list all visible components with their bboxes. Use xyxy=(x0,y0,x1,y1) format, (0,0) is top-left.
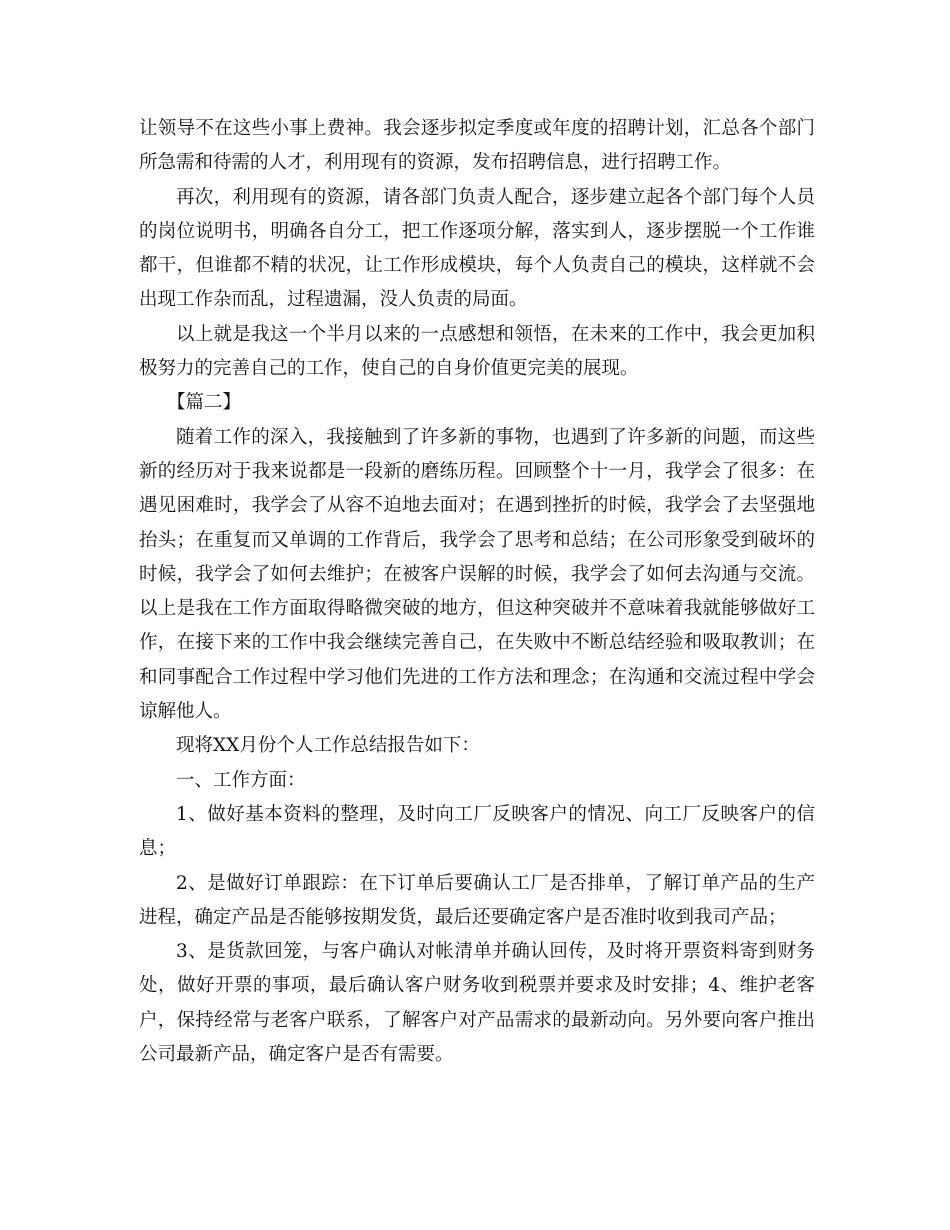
list-item-1: 1、做好基本资料的整理，及时向工厂反映客户的情况、向工厂反映客户的信息； xyxy=(139,803,815,860)
paragraph-reflection: 以上就是我这一个半月以来的一点感想和领悟，在未来的工作中，我会更加积极努力的完善自己的工作，使自己的自身价值更完美的展现。 xyxy=(139,323,815,380)
paragraph-report-intro: 现将XX月份个人工作总结报告如下： xyxy=(176,735,480,757)
document-body xyxy=(139,112,815,1072)
section-heading-part-two: 【篇二】 xyxy=(167,392,242,414)
paragraph-work-heading: 一、工作方面： xyxy=(176,769,306,791)
list-item-2: 2、是做好订单跟踪：在下订单后要确认工厂是否排单，了解订单产品的生产进程，确定产品是否能够按期发货，最后还要确定客户是否准时收到我司产品； xyxy=(139,872,815,928)
list-item-3: 3、是货款回笼，与客户确认对帐清单并确认回传，及时将开票资料寄到财务处，做好开票的事项，最后确认客户财务收到税票并要求及时安排；4、维护老客户，保持经常与老客户联系，了解客户对产品需求的最新动向。另外要向客户推出公司最新产品，确定客户是否有需要。 xyxy=(139,941,815,1066)
paragraph-job-descriptions: 再次，利用现有的资源，请各部门负责人配合，逐步建立起各个部门每个人员的岗位说明书，明确各自分工，把工作逐项分解，落实到人，逐步摆脱一个工作谁都干，但谁都不精的状况，让工作形成模块，每个人负责自己的模块，这样就不会出现工作杂而乱，过程遗漏，没人负责的局面。 xyxy=(139,186,815,311)
paragraph-november-review: 随着工作的深入，我接触到了许多新的事物，也遇到了许多新的问题，而这些新的经历对于我来说都是一段新的磨练历程。回顾整个十一月，我学会了很多：在遇见困难时，我学会了从容不迫地去面对；在遇到挫折的时候，我学会了去坚强地抬头；在重复而又单调的工作背后，我学会了思考和总结；在公司形象受到破坏的时候，我学会了如何去维护；在被客户误解的时候，我学会了如何去沟通与交流。以上是我在工作方面取得略微突破的地方，但这种突破并不意味着我就能够做好工作，在接下来的工作中我会继续完善自己，在失败中不断总结经验和吸取教训；在和同事配合工作过程中学习他们先进的工作方法和理念；在沟通和交流过程中学会谅解他人。 xyxy=(139,426,815,723)
paragraph-continuation: 让领导不在这些小事上费神。我会逐步拟定季度或年度的招聘计划，汇总各个部门所急需和待需的人才，利用现有的资源，发布招聘信息，进行招聘工作。 xyxy=(139,118,815,174)
